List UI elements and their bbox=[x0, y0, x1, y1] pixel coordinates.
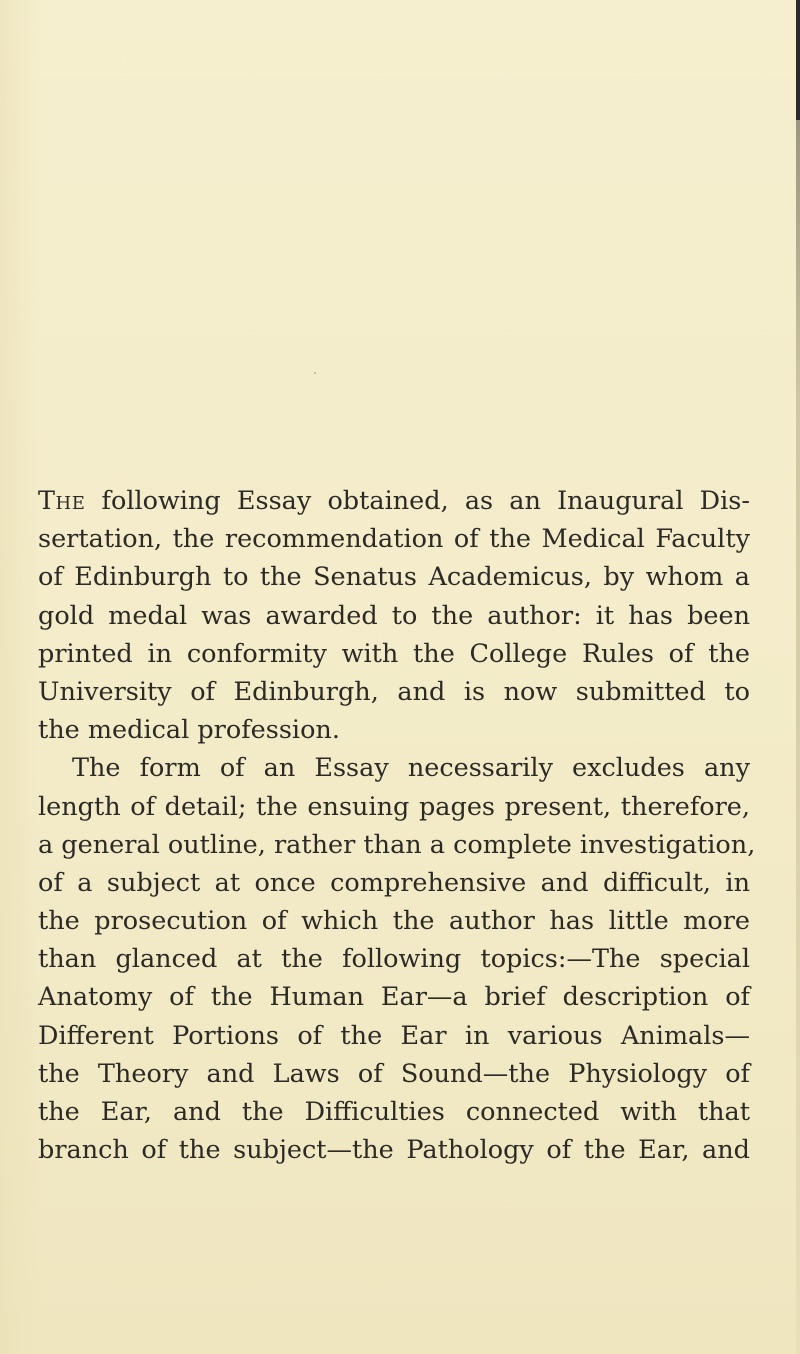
text-line: of a subject at once comprehensive and difficult, in bbox=[38, 867, 750, 898]
text-line: University of Edinburgh, and is now submitted to bbox=[38, 676, 750, 707]
text-line: of Edinburgh to the Senatus Academicus, by whom a bbox=[38, 562, 750, 593]
opening-word: The bbox=[38, 486, 86, 516]
text-line: the Theory and Laws of Sound—the Physiology of bbox=[38, 1058, 750, 1089]
text-line bbox=[38, 482, 750, 520]
text-line: The form of an Essay necessarily excludes any bbox=[72, 753, 750, 784]
paper-speck bbox=[314, 372, 316, 374]
text-line: the medical profession. bbox=[38, 715, 340, 746]
text-line: branch of the subject—the Pathology of the Ear, and bbox=[38, 1135, 750, 1166]
text-line: Anatomy of the Human Ear—a brief description of bbox=[38, 982, 750, 1013]
text-line: gold medal was awarded to the author: it has been bbox=[38, 600, 750, 631]
line-text: following Essay obtained, as an Inaugural Dis- bbox=[85, 486, 750, 516]
text-line: than glanced at the following topics:—The special bbox=[38, 944, 750, 975]
text-line: Different Portions of the Ear in various Animals— bbox=[38, 1020, 750, 1051]
text-line: length of detail; the ensuing pages present, therefore, bbox=[38, 791, 750, 822]
text-line: the prosecution of which the author has little more bbox=[38, 906, 750, 937]
page-edge-shadow bbox=[796, 0, 800, 1354]
text-line: sertation, the recommendation of the Medical Faculty bbox=[38, 524, 750, 555]
text-line: printed in conformity with the College Rules of the bbox=[38, 638, 750, 669]
text-line: a general outline, rather than a complete investigation, bbox=[38, 829, 756, 860]
text-line: the Ear, and the Difficulties connected with that bbox=[38, 1097, 750, 1127]
preface-text bbox=[38, 482, 756, 1169]
